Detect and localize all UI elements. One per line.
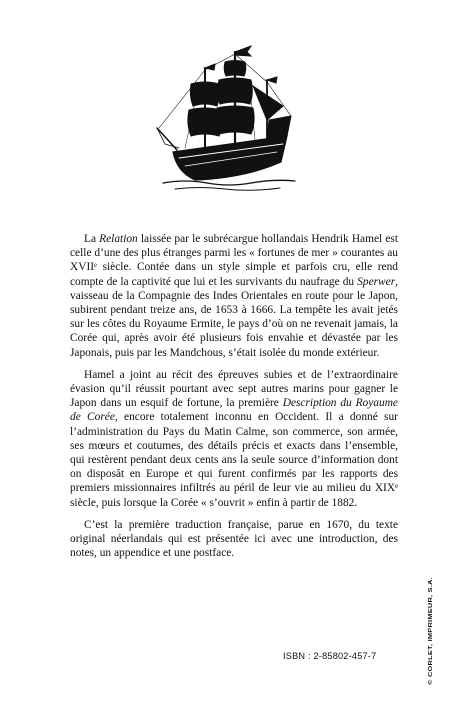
italic-text: Sperwer (357, 275, 396, 288)
paragraph-2 (70, 368, 398, 510)
text-run: Hamel a joint au récit des épreuves subies et de l’extraordinaire évasion qu’il réussit pourtant avec sept autres marins pour gagner le Japon dans un esquif de fortune, la première (70, 368, 398, 410)
printer-credit (424, 575, 436, 685)
italic-text: Relation (99, 233, 138, 245)
text-run: laissée par le subrécargue hollandais Hendrik Hamel est celle d’une des plus étranges parmi les « fortunes de mer » courantes au XVIIᵉ siècle. Contée dans un style simple et parfois cru, elle rend compte de la captivité que lui et les survivants du naufrage du (70, 233, 398, 288)
back-cover-text (70, 232, 398, 568)
text-run: C’est la première traduction française, parue en 1670, du texte original néerlandais qui est présentée ici avec une introduction, des notes, un appendice et une postface. (70, 518, 398, 560)
text-run: , vaisseau de la Compagnie des Indes Orientales en route pour le Japon, subirent pendant treize ans, de 1653 à 1666. La tempête les avait jetés sur les côtes du Royaume Ermite, le pays d’où on ne revenait jamais, la Corée qui, après avoir été plusieurs fois envahie et dévastée par les Japonais, puis par les Mandchous, s’était isolée du monde extérieur. (70, 275, 398, 359)
isbn: ISBN : 2-85802-457-7 (283, 651, 377, 661)
text-run: encore totalement inconnu en Occident. Il a donné sur l’administration du Pays du Matin Calme, son commerce, son armée, ses mœurs et coutumes, des détails précis et exacts dans l’ensemble, qui restèrent pendant deux cents ans la seule source d’information dont on disposât en Europe et qui furent confirmés par les rapports des premiers missionnaires infiltrés au péril de leur vie au milieu du XIXᵉ siècle, puis lorsque la Corée « s’ouvrit » enfin à partir de 1882. (70, 411, 398, 509)
text-run: La (84, 233, 100, 245)
paragraph-1 (70, 232, 398, 360)
italic-text: Description du Royaume de Corée, (70, 397, 398, 424)
sailing-ship-icon (155, 40, 305, 195)
paragraph-3 (70, 518, 398, 561)
printer-credit-text: © CORLET, IMPRIMEUR, S.A. (428, 602, 434, 685)
